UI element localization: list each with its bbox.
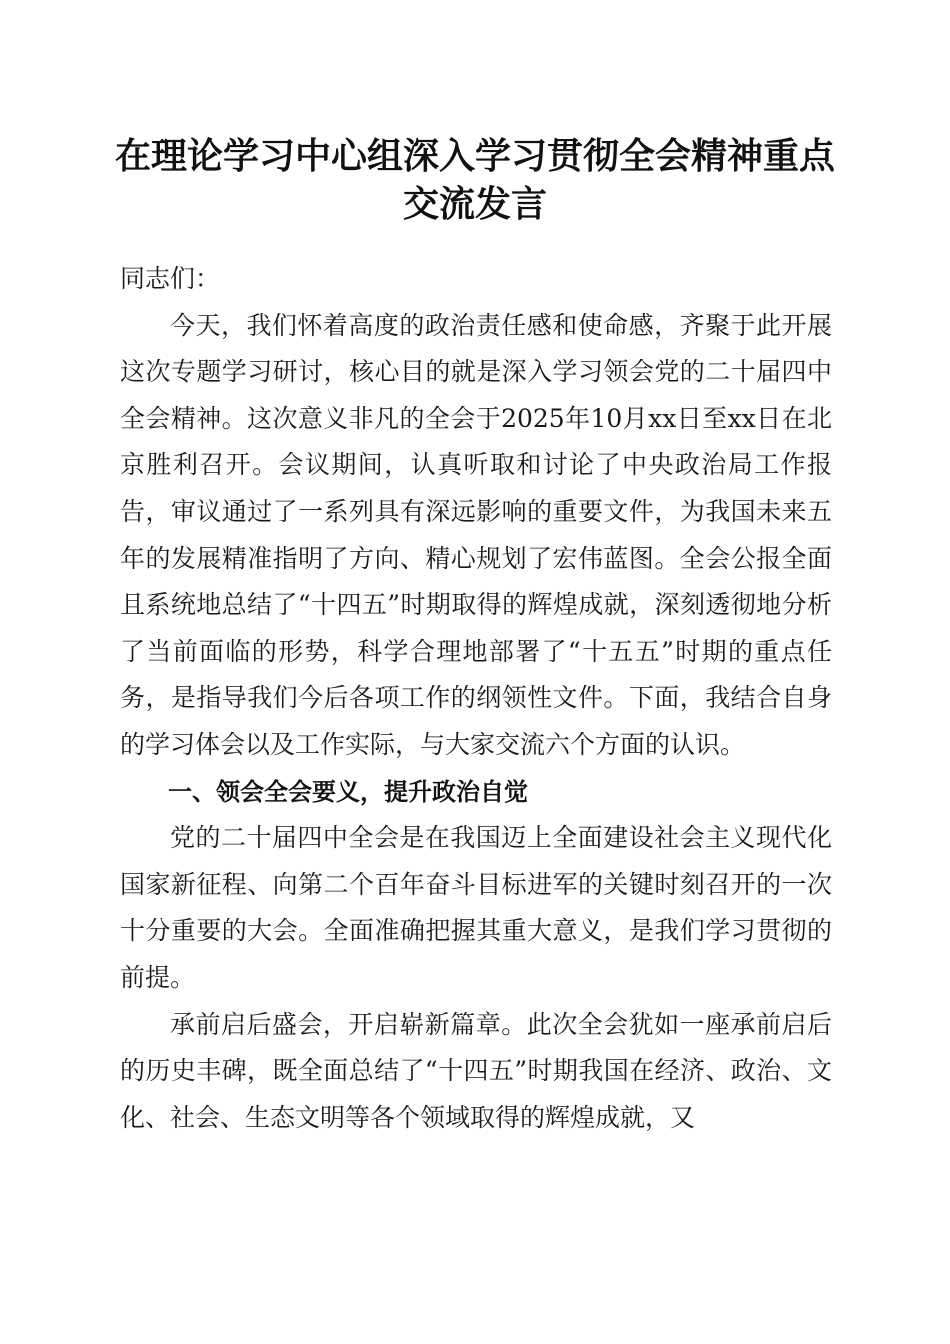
section-1-paragraph-1: 党的二十届四中全会是在我国迈上全面建设社会主义现代化国家新征程、向第二个百年奋斗目标进军的关键时刻召开的一次十分重要的大会。全面准确把握其重大意义，是我们学习贯彻的前提。 [120, 823, 832, 992]
document-body [120, 256, 832, 1141]
salutation: 同志们： [120, 264, 221, 293]
section-1-paragraph-2: 承前启后盛会，开启崭新篇章。此次全会犹如一座承前启后的历史丰碑，既全面总结了“十四五”时期我国在经济、政治、文化、社会、生态文明等各个领域取得的辉煌成就，又 [120, 1009, 832, 1132]
title-line-1: 在理论学习中心组深入学习贯彻全会精神重点 [114, 135, 835, 177]
document-title [100, 132, 850, 228]
title-line-2: 交流发言 [402, 183, 547, 225]
section-heading-1: 一、领会全会要义，提升政治自觉 [168, 777, 528, 806]
intro-paragraph: 今天，我们怀着高度的政治责任感和使命感，齐聚于此开展这次专题学习研讨，核心目的就是深入学习领会党的二十届四中全会精神。这次意义非凡的全会于2025年10月xx日至xx日在北京胜利召开。会议期间，认真听取和讨论了中央政治局工作报告，审议通过了一系列具有深远影响的重要文件，为我国未来五年的发展精准指明了方向、精心规划了宏伟蓝图。全会公报全面且系统地总结了“十四五”时期取得的辉煌成就，深刻透彻地分析了当前面临的形势，科学合理地部署了“十五五”时期的重点任务，是指导我们今后各项工作的纲领性文件。下面，我结合自身的学习体会以及工作实际，与大家交流六个方面的认识。 [120, 310, 832, 759]
